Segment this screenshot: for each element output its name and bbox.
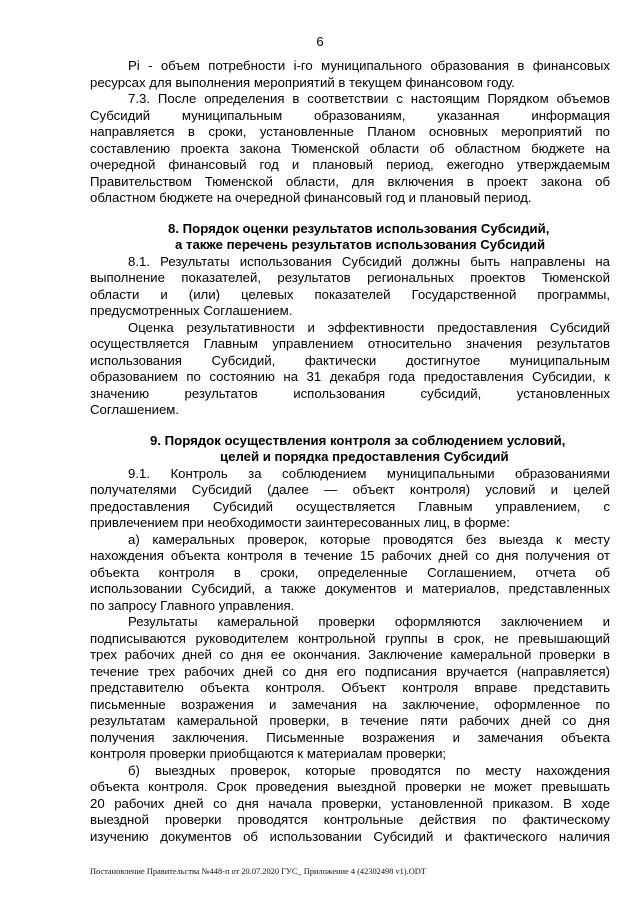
paragraph-line: контроля проверки приобщаются к материалам проверки; [90,746,447,761]
paragraph-line: значению результатов использования субсидий, установленных [90,385,610,401]
paragraph-line: составлению проекта закона Тюменской области об областном бюджете на [90,140,610,156]
document-footer: Постановление Правительства №448-п от 20.07.2020 ГУС_ Приложение 4 (42302498 v1).ODT [90,867,426,876]
paragraph-line: ресурсах для выполнения мероприятий в текущем финансовом году. [90,74,515,90]
paragraph-line: Результаты камеральной проверки оформляются заключением и [128,614,610,629]
paragraph-line: использовании Субсидий, а также документов и материалов, представленных [90,581,610,596]
paragraph-line: течение трех рабочих дней со дня его подписания вручается (направляется) [90,663,610,679]
paragraph-line: привлечением при необходимости заинтересованных лиц, в форме: [90,515,510,530]
paragraph-line: выездной проверки проводятся контрольные действия по фактическому [90,812,610,827]
paragraph-line: объекта контроля в сроки, определенные Соглашением, отчета об [90,564,610,580]
paragraph-line: 7.3. После определения в соответствии с настоящим Порядком объемов [128,91,610,106]
paragraph-line: изучению документов об использовании Субсидий и фактического наличия [90,828,610,844]
paragraph-line: трех рабочих дней со дня ее окончания. Заключение камеральной проверки в [90,647,610,662]
paragraph-line: подписываются руководителем контрольной группы в срок, не превышающий [90,630,610,646]
paragraph-line: б) выездных проверок, которые проводятся по месту нахождения [128,762,610,778]
paragraph-line: образованием по состоянию на 31 декабря года предоставления Субсидии, к [90,369,610,384]
paragraph-line: получателями Субсидий (далее — объект контроля) условий и целей [90,482,610,497]
section-heading-line: а также перечень результатов использования Субсидий [175,237,546,252]
paragraph-line: объекта контроля. Срок проведения выездной проверки не может превышать [90,779,610,794]
section-heading-line: 9. Порядок осуществления контроля за соблюдением условий, [150,432,566,448]
paragraph-line: Pi - объем потребности i-го муниципального образования в финансовых [128,58,610,73]
paragraph-line: предусмотренных Соглашением. [90,303,293,318]
document-body [90,58,610,845]
page-number: 6 [316,34,324,49]
paragraph-line: осуществляется Главным управлением относительно значения результатов [90,336,610,351]
section-gap [90,419,610,433]
paragraph-line: выполнение показателей, результатов региональных проектов Тюменской [90,270,610,285]
section-heading-line: целей и порядка предоставления Субсидий [220,449,509,464]
section-gap [90,207,610,221]
paragraph-line: письменные возражения и замечания на заключение, оформленное по [90,696,610,712]
paragraph-line: 8.1. Результаты использования Субсидий должны быть направлены на [128,253,610,269]
paragraph-line: Правительством Тюменской области, для включения в проект закона об [90,173,610,189]
paragraph-line: областном бюджете на очередной финансовый год и плановый период. [90,190,532,205]
paragraph-line: Соглашением. [90,402,180,417]
paragraph-line: 20 рабочих дней со дня начала проверки, установленной приказом. В ходе [90,795,610,811]
paragraph-line: очередной финансовый год и плановый период, ежегодно утверждаемым [90,157,610,172]
paragraph-line: области и (или) целевых показателей Государственной программы, [90,286,610,302]
paragraph-line: предоставления Субсидий осуществляется Главным управлением, с [90,498,610,514]
paragraph-line: 9.1. Контроль за соблюдением муниципальными образованиями [128,465,610,481]
paragraph-line: получения заключения. Письменные возражения и замечания объекта [90,729,610,745]
paragraph-line: представителю объекта контроля. Объект контроля вправе представить [90,680,610,695]
paragraph-line: направляется в сроки, установленные Планом основных мероприятий по [90,124,610,139]
paragraph-line: по запросу Главного управления. [90,597,295,613]
paragraph-line: а) камеральных проверок, которые проводятся без выезда к месту [128,531,610,547]
section-heading-line: 8. Порядок оценки результатов использования Субсидий, [168,220,550,236]
paragraph-line: Субсидий муниципальным образованиям, указанная информация [90,107,610,123]
paragraph-line: Оценка результативности и эффективности предоставления Субсидий [128,319,610,335]
paragraph-line: нахождения объекта контроля в течение 15 рабочих дней со дня получения от [90,548,610,563]
paragraph-line: использования Субсидий, фактически достигнутое муниципальным [90,352,610,368]
paragraph-line: результатам камеральной проверки, в течение пяти рабочих дней со дня [90,713,610,728]
